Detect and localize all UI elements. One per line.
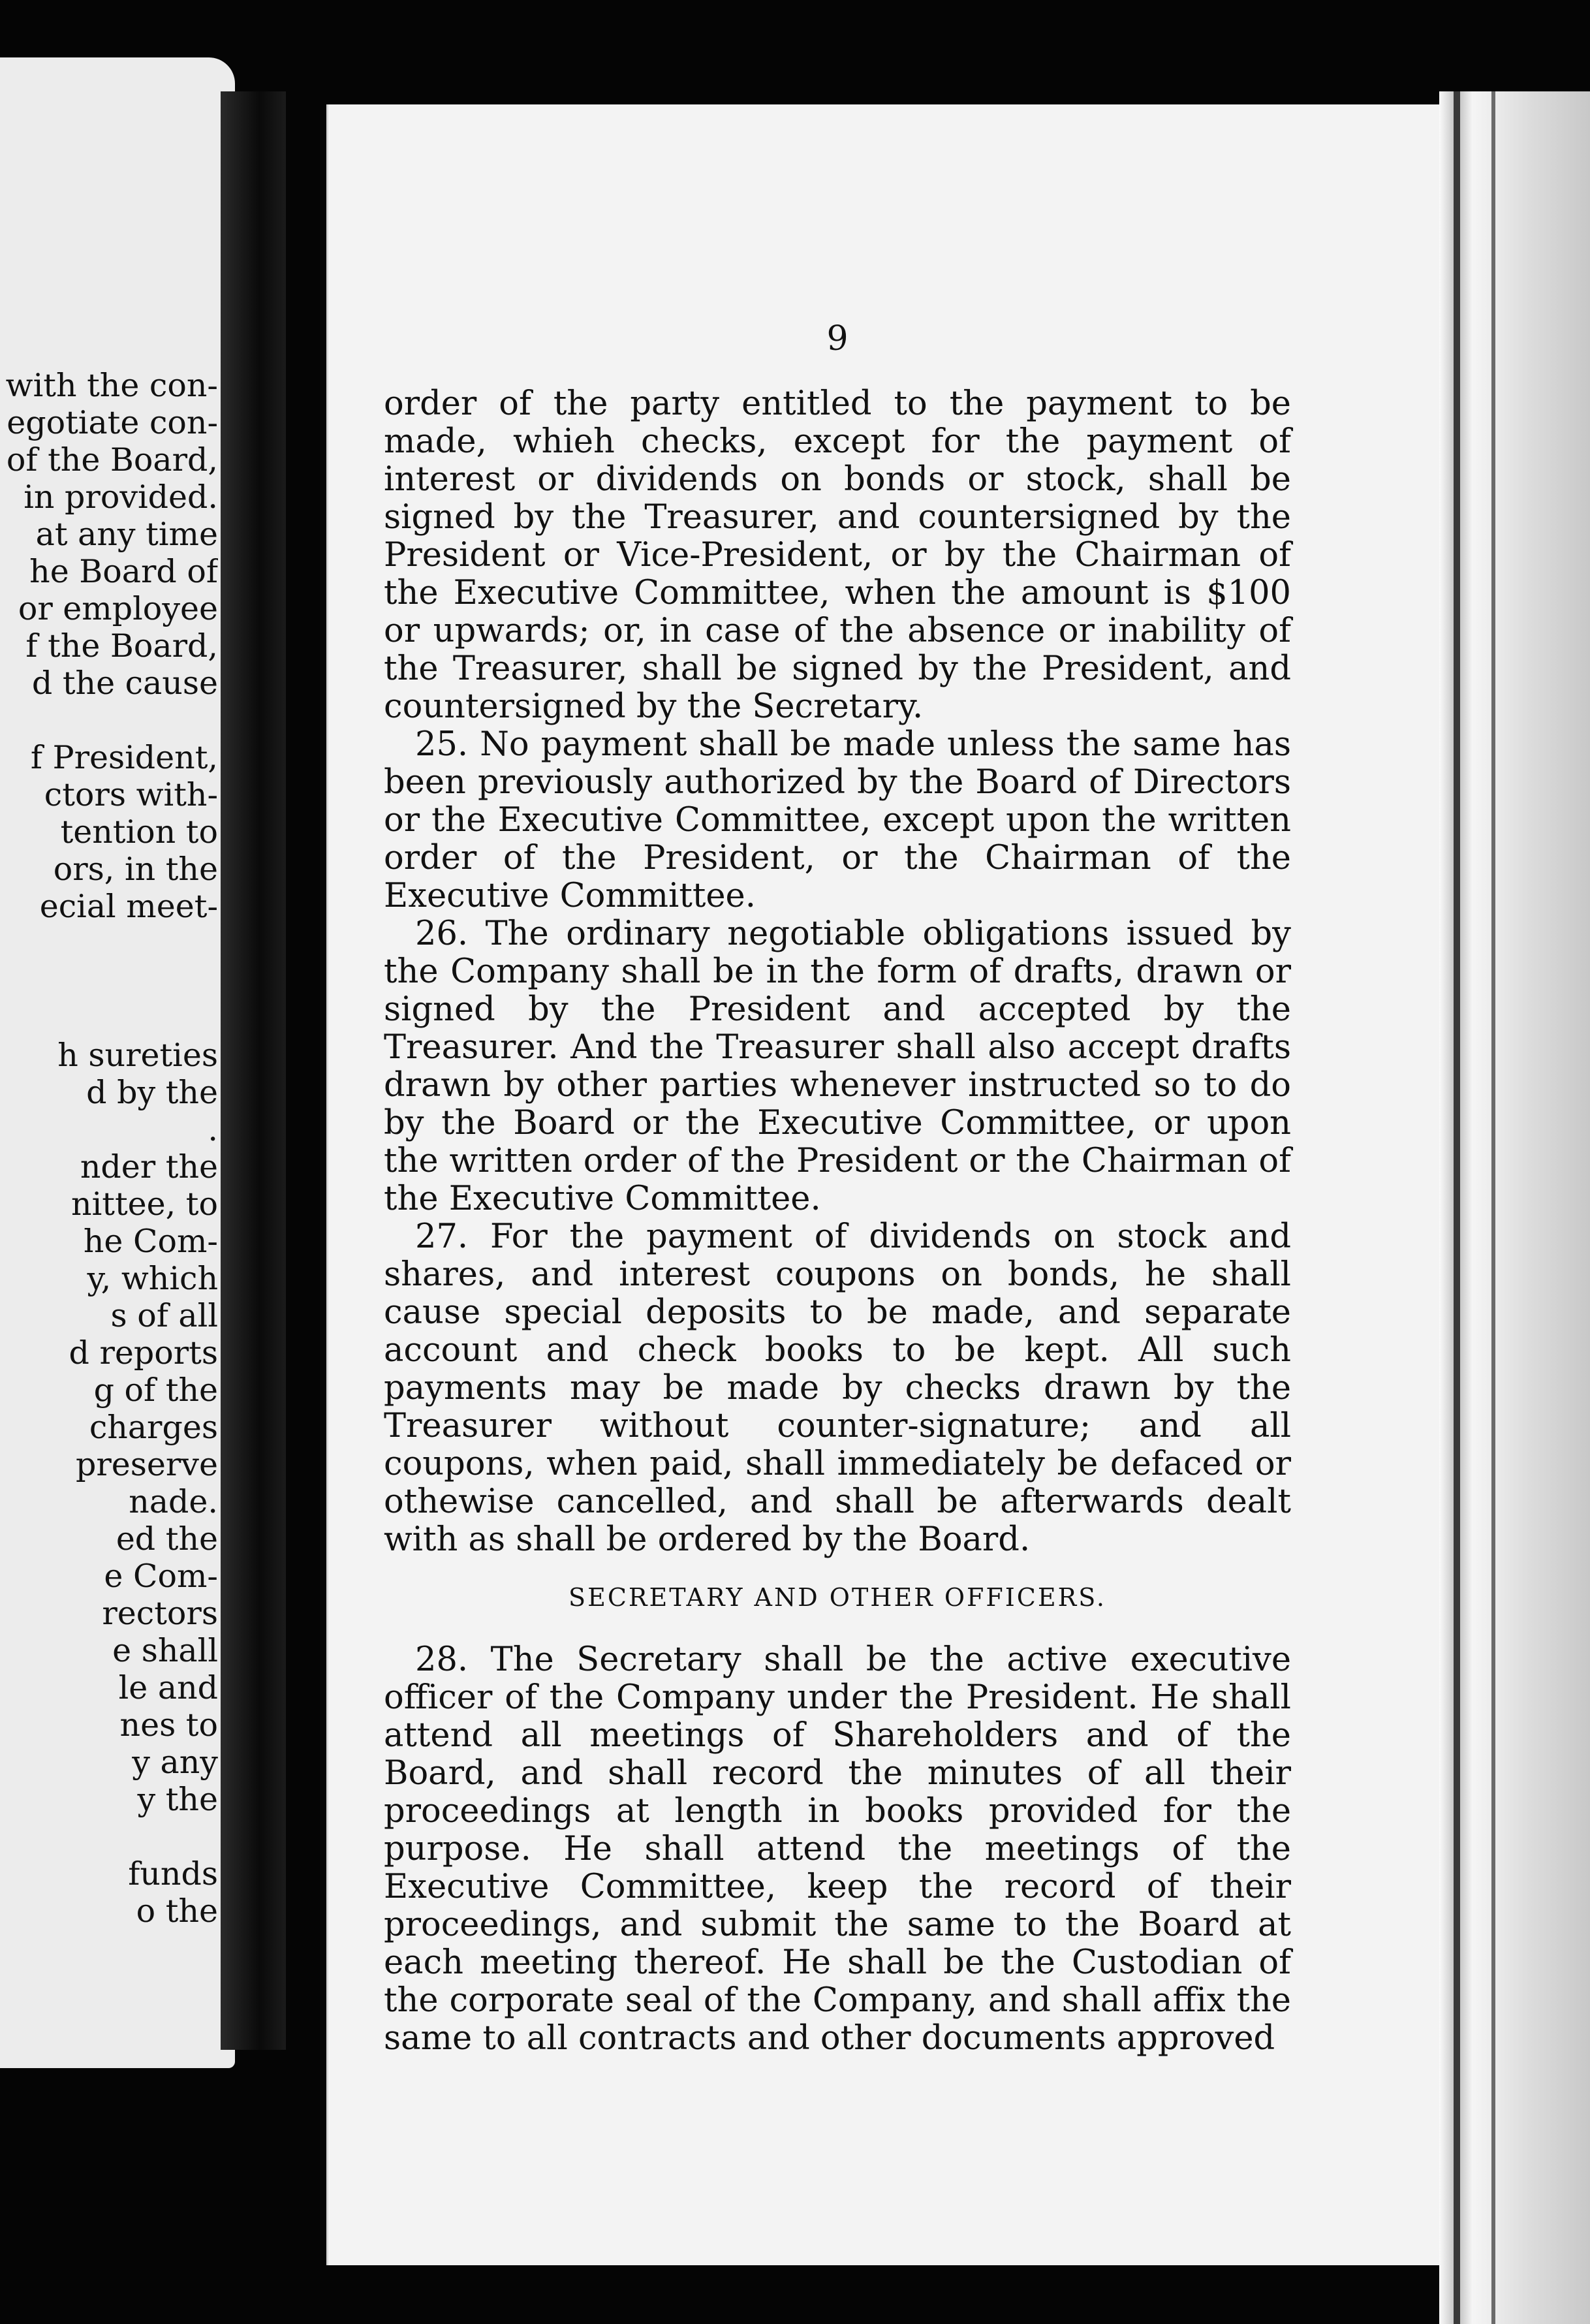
left-page-line: h sureties xyxy=(57,1039,218,1074)
left-page-line: charges xyxy=(89,1411,218,1446)
left-page-line: rectors xyxy=(102,1597,218,1632)
left-page-line: o the xyxy=(136,1895,218,1930)
left-page-line: f President, xyxy=(30,742,218,776)
left-page-line xyxy=(0,965,218,1002)
left-page-line: of the Board, xyxy=(6,444,218,479)
left-page-line: g of the xyxy=(93,1374,218,1409)
left-page-line: e Com- xyxy=(104,1560,218,1595)
left-page-line: ecial meet- xyxy=(39,890,218,925)
paragraph-27: 27. For the payment of dividends on stock and shares, and interest coupons on bonds, he shall cause special deposits to be made, and separate account and check books to be kept. All such payments may be made by checks drawn by the Treasurer without counter-signature; and all coupons, when paid, shall immediately be defaced or othewise cancelled, and shall be afterwards dealt with as shall be ordered by the Board. xyxy=(384,1217,1291,1559)
left-page-line: he Com- xyxy=(83,1225,218,1260)
left-page-line: at any time xyxy=(35,518,218,553)
left-page-line: nade. xyxy=(129,1486,218,1520)
paragraph-28: 28. The Secretary shall be the active executive officer of the Company under the President. He shall attend all meetings of Shareholders and of the Board, and shall record the minutes of all their proceedings at length in books provided for the purpose. He shall attend the meetings of the Executive Committee, keep the record of their proceedings, and submit the same to the Board at each meeting thereof. He shall be the Custodian of the corporate seal of the Company, and shall affix the same to all contracts and other documents approved xyxy=(384,1641,1291,2058)
page-edge-strip xyxy=(1439,91,1590,2324)
left-page-line: egotiate con- xyxy=(7,407,218,441)
left-page-line: ors, in the xyxy=(53,853,218,888)
left-page-line: funds xyxy=(128,1858,218,1892)
left-page-line xyxy=(0,1002,218,1039)
left-page-line: ctors with- xyxy=(44,779,218,813)
left-page-line: y, which xyxy=(87,1263,218,1297)
left-page-line: he Board of xyxy=(29,556,218,590)
page-content xyxy=(384,320,1291,2058)
left-page-line: nder the xyxy=(80,1151,218,1186)
left-page-line: tention to xyxy=(60,816,218,851)
section-heading: SECRETARY AND OTHER OFFICERS. xyxy=(569,1583,1106,1612)
left-page-line xyxy=(0,704,218,742)
left-page-line: e shall xyxy=(112,1635,218,1669)
left-page-line: y the xyxy=(137,1783,218,1818)
left-page-line: in provided. xyxy=(23,481,218,516)
left-page-line: nittee, to xyxy=(71,1188,218,1223)
page-number: 9 xyxy=(826,319,849,358)
left-page-line: d the cause xyxy=(31,667,218,702)
left-page-line: nes to xyxy=(119,1709,218,1744)
facing-left-page xyxy=(0,57,235,2068)
left-page-line: . xyxy=(208,1114,218,1148)
paragraph-26: 26. The ordinary negotiable obligations issued by the Company shall be in the form of drafts, drawn or signed by the President and accepted by the Treasurer. And the Treasurer shall also accept drafts drawn by other parties whenever instructed so to do by the Board or the Executive Committee, or upon the written order of the President or the Chairman of the Executive Committee. xyxy=(384,915,1291,1218)
left-page-line: with the con- xyxy=(5,369,218,404)
left-page-line xyxy=(0,928,218,965)
paragraph-25: 25. No payment shall be made unless the same has been previously authorized by the Board of Directors or the Executive Committee, except upon the written order of the President, or the Chairman of the Executive Committee. xyxy=(384,725,1291,915)
paragraph-continuation: order of the party entitled to the payment to be made, whieh checks, except for the payment of interest or dividends on bonds or stock, shall be signed by the Treasurer, and countersigned by the President or Vice-President, or by the Chairman of the Executive Committee, when the amount is $100 or upwards; or, in case of the absence or inability of the Treasurer, shall be signed by the President, and countersigned by the Secretary. xyxy=(384,385,1291,726)
left-page-line: or employee xyxy=(18,593,218,627)
left-page-line: f the Board, xyxy=(25,630,218,665)
page-edge-line xyxy=(1491,91,1495,2324)
left-page-line: ed the xyxy=(116,1523,218,1558)
left-page-line: preserve xyxy=(75,1449,218,1483)
left-page-line xyxy=(0,1821,218,1858)
left-page-line: d reports xyxy=(69,1337,218,1372)
book-gutter xyxy=(221,91,286,2050)
page-edge-line xyxy=(1454,91,1460,2324)
left-page-line: y any xyxy=(132,1746,218,1781)
left-page-text xyxy=(0,369,218,1932)
left-page-line: le and xyxy=(118,1672,218,1706)
left-page-line: d by the xyxy=(86,1076,218,1111)
left-page-line: s of all xyxy=(110,1300,218,1334)
